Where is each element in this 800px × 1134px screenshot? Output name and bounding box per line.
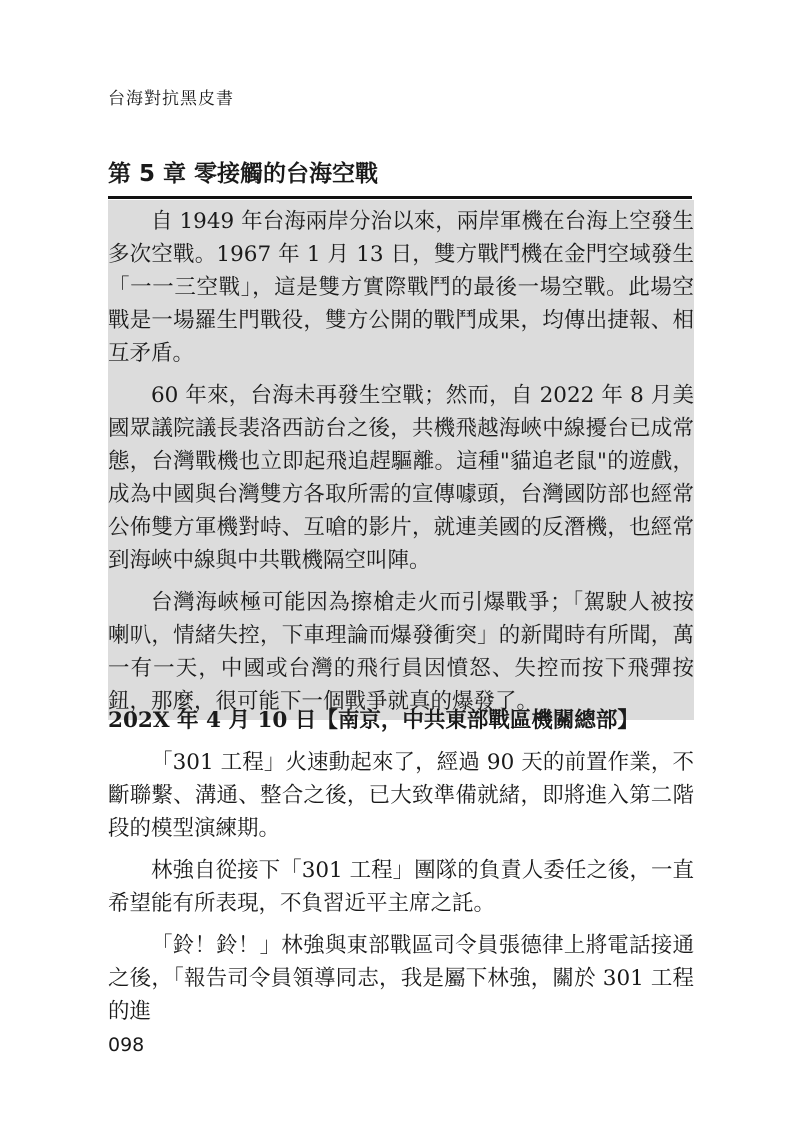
chapter-underline: [108, 196, 692, 199]
body-paragraph: 「鈴！鈴！」林強與東部戰區司令員張德律上將電話接通之後，「報告司令員領導同志，我是屬下林強，關於 301 工程的進: [108, 933, 694, 1024]
intro-paragraph: 自 1949 年台海兩岸分治以來，兩岸軍機在台海上空發生多次空戰。1967 年 1 月 13 日，雙方戰鬥機在金門空域發生「一一三空戰」，這是雙方實際戰鬥的最後一場空戰。此場空戰是一場羅生門戰役，雙方公開的戰鬥成果，均傳出捷報、相互矛盾。: [108, 209, 694, 366]
intro-shaded-box: [108, 200, 694, 720]
body-paragraph: 林強自從接下「301 工程」團隊的負責人委任之後，一直希望能有所表現，不負習近平主席之託。: [108, 858, 694, 916]
intro-paragraph: 60 年來，台海未再發生空戰；然而，自 2022 年 8 月美國眾議院議長裴洛西訪台之後，共機飛越海峽中線擾台已成常態，台灣戰機也立即起飛追趕驅離。這種"貓追老鼠"的遊戲，成為中國與台灣雙方各取所需的宣傳噱頭，台灣國防部也經常公佈雙方軍機對峙、互嗆的影片，就連美國的反潛機，也經常到海峽中線與中共戰機隔空叫陣。: [108, 383, 694, 573]
intro-paragraph: 台灣海峽極可能因為擦槍走火而引爆戰爭；「駕駛人被按喇叭，情緒失控，下車理論而爆發衝突」的新聞時有所聞，萬一有一天，中國或台灣的飛行員因憤怒、失控而按下飛彈按鈕，那麼，很可能下一個戰爭就真的爆發了。: [108, 590, 694, 714]
running-head-title: 台海對抗黑皮書: [108, 89, 234, 109]
section-heading: 202X 年 4 月 10 日【南京，中共東部戰區機關總部】: [108, 708, 639, 733]
body-paragraph: 「301 工程」火速動起來了，經過 90 天的前置作業，不斷聯繫、溝通、整合之後，已大致準備就緒，即將進入第二階段的模型演練期。: [108, 750, 694, 841]
chapter-title: 第 5 章 零接觸的台海空戰: [108, 161, 379, 187]
body-text: [108, 746, 694, 1028]
page-number: 098: [108, 1034, 145, 1056]
